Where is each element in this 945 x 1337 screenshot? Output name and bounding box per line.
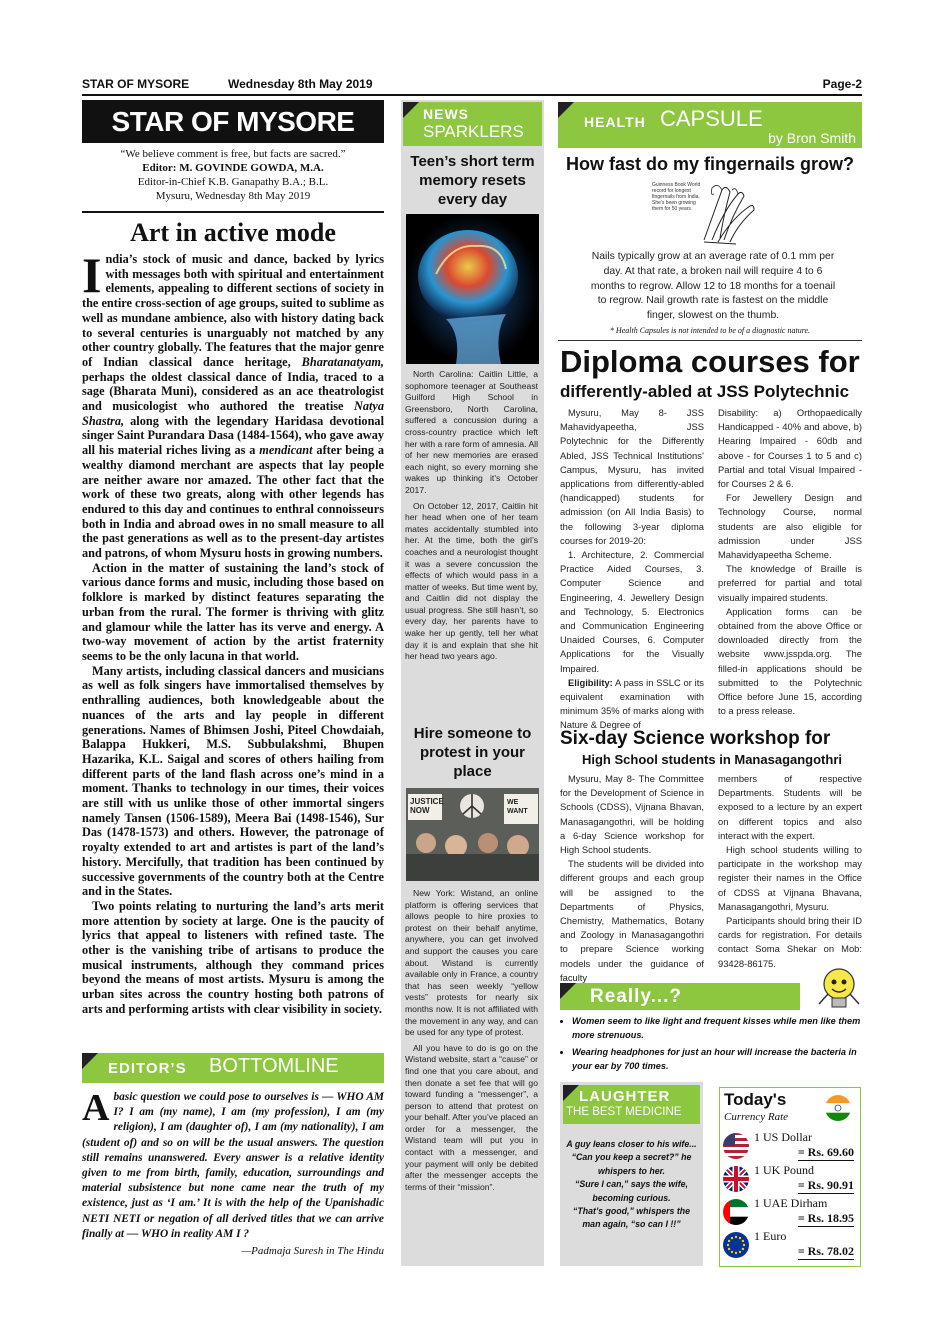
eu-flag-icon: [722, 1231, 750, 1259]
editorial-emphasis: Bharatanatyam,: [301, 354, 384, 369]
news-label-bottom: SPARKLERS: [423, 122, 524, 141]
editorial-emphasis: mendicant: [259, 443, 313, 458]
workshop-paragraph: Mysuru, May 8- The Committee for the Development of Science in Schools (CDSS), Vijnana Bhavan, Manasagangothri, will be holding a 6-day Science workshop for High School students.: [560, 773, 704, 856]
news-label-top: NEWS: [423, 106, 469, 122]
masthead-info: [82, 147, 384, 203]
laughter-label-bottom: THE BEST MEDICINE: [566, 1106, 682, 1118]
currency-row: [720, 1196, 858, 1228]
joke-line: “Sure I can,” says the wife, becoming curious.: [575, 1179, 688, 1203]
diploma-paragraph: The knowledge of Braille is preferred for partial and total visually impaired students.: [718, 563, 862, 603]
currency-row: [720, 1163, 858, 1195]
news-banner: [403, 102, 542, 146]
currency-row: [720, 1130, 858, 1162]
news-story1-paragraph: North Carolina: Caitlin Little, a sophomore teenager at Southeast Guilford High School in Greensboro, North Carolina, suffered a concussion during a cross-country practice which left her with a rare form of amnesia. All of her new memories are erased each night, so every morning she wakes up thinking it’s October 2017.: [405, 369, 538, 495]
diploma-paragraph: Disability: a) Orthopaedically Handicapped - 40% and above, b) Hearing Impaired - 60db and above - for Courses 1 to 5 and c) Partial and total Visual Impaired - for Courses 2 & 6.: [718, 407, 862, 490]
news-story1-body: [405, 369, 538, 667]
diploma-subtitle: differently-abled at JSS Polytechnic: [560, 382, 850, 401]
editorial-title: Art in active mode: [130, 218, 336, 247]
news-story2-title: Hire someone to protest in your place: [413, 725, 532, 780]
workshop-paragraph: members of respective Departments. Students will be exposed to a lecture by an expert on different topics and also interact with the expert.: [718, 773, 862, 841]
fingernails-image: [652, 182, 768, 248]
health-note: * Health Capsules is not intended to be of a diagnostic nature.: [609, 326, 811, 335]
workshop-col1: [560, 772, 704, 985]
really-banner: [560, 983, 800, 1010]
laughter-banner: [563, 1085, 700, 1124]
banner-corner: [403, 102, 419, 118]
joke-line: “Can you keep a secret?” he whispers to her.: [571, 1152, 692, 1176]
masthead-rule: [82, 211, 384, 213]
masthead-dateline: Mysuru, Wednesday 8th May 2019: [155, 190, 311, 202]
banner-corner: [82, 1053, 98, 1069]
news-story1-title: Teen’s short term memory resets every day: [410, 153, 535, 208]
diploma-eligibility-text: A pass in SSLC or its equivalent examination with minimum 35% of marks along with Nature & Degree of: [560, 676, 704, 731]
bottomline-banner: [82, 1053, 384, 1083]
section-divider: [558, 340, 862, 341]
workshop-paragraph: Participants should bring their ID cards for registration. For details contact Soma Shekar on Mob: 93428-86175.: [718, 915, 862, 969]
workshop-col2: [718, 772, 862, 971]
laughter-joke: [564, 1138, 699, 1232]
bottomline-label-light: BOTTOMLINE: [209, 1055, 339, 1077]
protest-sign-text: JUSTICE NOW: [410, 797, 444, 815]
editorial-text: after being a wealthy diamond merchant are aspects that lay people are neither aware nor amazed. The other fact that the work of these two greats, along with other legends has endured to this day and continues to enthral connoisseurs both in India and abroad owes in no small measure to all the past generations as well as to the present-day artistes and patrons, of whom Mysuru hosts in growing numbers.: [82, 443, 385, 561]
editorial-text: ndia’s stock of music and dance, backed by lyrics with messages both with spiritual and entertainment elements, appealing to different sections of society in the entire cross-section of age groups, suited to sublime as well as mundane ambience, also with history dating back to several centuries is unarguably not matched by any other country globally. The features that the major genre of Indian classical dance heritage,: [82, 252, 384, 369]
bottomline-dropcap: A: [82, 1087, 110, 1129]
uae-flag-icon: [722, 1198, 750, 1226]
header-paper-name: STAR OF MYSORE: [82, 77, 190, 91]
health-label-bold: HEALTH: [584, 114, 646, 130]
workshop-paragraph: High school students willing to participate in the workshop may register their names in the Office of CDSS at Vijnana Bhavana, Manasagangothri, Mysuru.: [718, 844, 862, 912]
lightbulb-icon: [816, 964, 862, 1016]
really-list: [560, 1014, 876, 1073]
laughter-label-top: LAUGHTER: [579, 1088, 671, 1105]
currency-name: 1 US Dollar: [754, 1130, 812, 1144]
editorial-text: along with the legendary Haridasa devotional singer Saint Purandara Dasa (1484-1564), who gave away all his material riches living as a: [82, 413, 384, 458]
us-flag-icon: [722, 1132, 750, 1160]
currency-name: 1 Euro: [754, 1229, 787, 1243]
header-date: Wednesday 8th May 2019: [228, 77, 373, 91]
diploma-eligibility-label: Eligibility:: [568, 676, 613, 688]
diploma-paragraph: For Jewellery Design and Technology Course, normal students are also eligible for admission under JSS Mahavidyapeetha Scheme.: [718, 492, 862, 561]
bottomline-body: [82, 1087, 384, 1242]
bottomline-text: basic question we could pose to ourselves is — WHO AM I? I am (my name), I am (my profession), I am (my religion), I am (daughter of), I am (my nationality), I am (student of) and so on will be the usual answers. The question still remains unanswered. Every answer is a relative identity given to me from birth, family, education, surroundings and material subsistence but none came near the truth of my existence, just as ‘I am.’ It is with the help of the Upanishadic NETI NETI or negation of all derived titles that we can arrive finally at — WHO in reality AM I ?: [82, 1091, 384, 1240]
workshop-title: Six-day Science workshop for: [560, 728, 831, 749]
news-story2-paragraph: All you have to do is go on the Wistand website, start a “cause” or find one that you care about, and then donate a set fee that will go toward funding a “messenger”, a person to attend that protest on your behalf. After you’ve placed an order for a messenger, the Wistand team will put you in contact with a messenger, and your payment will only be debited after the messenger accepts the terms of their “mission”.: [405, 1042, 538, 1192]
health-label-light: CAPSULE: [660, 106, 763, 131]
page-header: [82, 76, 862, 96]
protest-photo: [406, 788, 539, 881]
protest-sign-text: WE WANT: [507, 799, 528, 815]
bottomline-source: —Padmaja Suresh in The Hindu: [241, 1245, 384, 1257]
health-banner: [558, 102, 862, 148]
editorial-paragraph: Two points relating to nurturing the land’s arts merit more attention by society at large. One is the paucity of lyrics that appeal to listeners with refined taste. The other is the vanishing tribe of artisans to produce the musical instruments, although they command prices beyond the means of most artists. Mysuru is among the urban sites across the country hosting both patrons of arts and performing artists with clear visibility in society.: [82, 898, 384, 1016]
currency-row: [720, 1229, 858, 1261]
really-item: • Wearing headphones for just an hour will increase the bacteria in your ear by 700 times.: [572, 1045, 876, 1073]
news-story2-paragraph: New York: Wistand, an online platform is offering services that allows people to hire proxies to protest on their behalf anytime, anywhere, you can get involved and support the causes you care about. Wistand is currently available only in France, a country that has seen weekly “yellow vests” protests for nearly six months now. It is not affiliated with the movement in any way, and can be used for any type of protest.: [405, 888, 538, 1038]
banner-corner: [560, 983, 576, 999]
editorial-paragraph: Action in the matter of sustaining the land’s stock of various dance forms and music, including those based on folklore is marked by distinct features separating the urban from the rural. The former is thriving with glitz and glamour while the latter has its verve and energy. A two-way movement of action by the artist fraternity seems to be the only lacuna in that world.: [82, 560, 384, 663]
banner-corner: [558, 102, 574, 118]
editorial-text: perhaps the oldest classical dance of India, traced to a sage (Bharata Muni), considered as an ace theatrologist and musicologist who authored the treatise: [82, 369, 384, 414]
health-byline: by Bron Smith: [768, 130, 856, 146]
currency-name: 1 UAE Dirham: [754, 1196, 828, 1210]
health-question: How fast do my fingernails grow?: [565, 154, 855, 174]
currency-rate: = Rs. 90.91: [797, 1178, 854, 1192]
header-page-number: Page-2: [822, 77, 862, 91]
diploma-paragraph: Mysuru, May 8- JSS Mahavidyapeetha, JSS Polytechnic for the Differently Abled, JSS Technical Institutions’ Campus, Mysuru, has invited applications from differently-abled (handicapped) students for admission (on All India Basis) to the following 3-year diploma courses for 2019-20:: [560, 407, 704, 546]
masthead-motto: “We believe comment is free, but facts are sacred.”: [120, 148, 346, 160]
india-flag-icon: [824, 1094, 852, 1122]
banner-corner: [563, 1085, 579, 1101]
diploma-title: Diploma courses for: [560, 344, 860, 379]
diploma-col2: [718, 406, 862, 718]
editorial-body: [82, 247, 385, 1017]
fingernails-illustration: [652, 182, 768, 248]
really-label: Really...?: [590, 986, 683, 1007]
brain-scan-image: [406, 214, 539, 364]
currency-title: Today's: [724, 1090, 787, 1109]
workshop-paragraph: The students will be divided into different groups and each group will be assigned to the Departments of Physics, Chemistry, Mathematics, Botany and Zoology in Manasagangothri to prepare Science working models under the guidance of faculty: [560, 858, 704, 983]
uk-flag-icon: [722, 1165, 750, 1193]
editorial-emphasis: Natya Shastra,: [82, 399, 384, 428]
diploma-paragraph: Application forms can be obtained from the above Office or downloaded directly from the website www.jsspda.org. The filled-in applications should be submitted to the Polytechnic Office before June 15, according to a press release.: [718, 605, 862, 717]
joke-line: “That’s good,” whispers the man again, “so can I !!”: [572, 1206, 691, 1230]
bottomline-label-bold: EDITOR’S: [108, 1060, 187, 1077]
diploma-paragraph: [560, 676, 704, 733]
fingernails-caption: Guinness Book World record for longest fingernails from India. She’s been growing them for 50 years.: [652, 182, 701, 212]
news-story2-body: [405, 888, 538, 1197]
diploma-paragraph: 1. Architecture, 2. Commercial Practice Aided Courses, 3. Computer Science and Engineering, 4. Jewellery Design and Technology, 5. Electronics and Communication Engineering Unaided Courses, 6. Computer Applications for the Visually Impaired.: [560, 549, 704, 674]
really-item: • Women seem to like light and frequent kisses while men like them more strenuous.: [572, 1014, 876, 1042]
brain-scan-illustration: [406, 214, 539, 364]
currency-rate: = Rs. 69.60: [797, 1145, 854, 1159]
masthead-title: STAR OF MYSORE: [82, 100, 384, 143]
masthead-editor: Editor: M. GOVINDE GOWDA, M.A.: [142, 162, 324, 174]
joke-line: A guy leans closer to his wife...: [566, 1139, 697, 1149]
currency-subtitle: Currency Rate: [724, 1111, 789, 1123]
editorial-dropcap: I: [82, 247, 102, 303]
workshop-subtitle: High School students in Manasagangothri: [581, 752, 842, 767]
masthead-editor-in-chief: Editor-in-Chief K.B. Ganapathy B.A.; B.L.: [137, 176, 329, 188]
currency-name: 1 UK Pound: [754, 1163, 815, 1177]
news-story1-paragraph: On October 12, 2017, Caitlin hit her head when one of her team mates accidentally stumbled into her. At the time, both the girl’s coaches and a neurologist thought it was a severe concussion the effects of which would pass in a matter of weeks. But time went by, and Caitlin did not display the usual progress. She still hasn’t, so every day, her parents have to wake her up gently, tell her what day it is and explain that she hit her head two years ago.: [405, 500, 538, 662]
health-text: Nails typically grow at an average rate of 0.1 mm per day. At that rate, a broken nail will require 4 to 6 months to regrow. Allow 12 to 18 months for a toenail to regrow. Nail growth rate is fastest on the middle finger, slowest on the thumb.: [590, 251, 836, 322]
editorial-paragraph: Many artists, including classical dancers and musicians as well as folk singers have immortalised themselves by enthralling audiences, both knowledgeable about the nuances of the arts and lay people in different generations. Names of Bhimsen Joshi, Piteel Chowdaiah, Balappa Hukkeri, M.S. Subbulakshmi, Bhupen Hazarika, K.L. Saigal and scores of others hailing from different parts of the land flash across one’s mind in a moment. Thanks to technology in our times, their voices are still with us unlike those of other immortal singers namely Tansen (1506-1589), Meera Bai (1498-1546), Sur Das (1478-1573) and others. However, the patronage of royalty extended to art and artistes is part of the land’s history. Mercifully, that tradition has been continued by successive governments of the country both at the Centre and in the States.: [82, 663, 384, 899]
diploma-col1: [560, 406, 704, 733]
currency-box: [719, 1087, 861, 1267]
editorial-paragraph: [82, 247, 385, 561]
currency-rate: = Rs. 18.95: [797, 1211, 854, 1225]
currency-rate: = Rs. 78.02: [797, 1244, 854, 1258]
